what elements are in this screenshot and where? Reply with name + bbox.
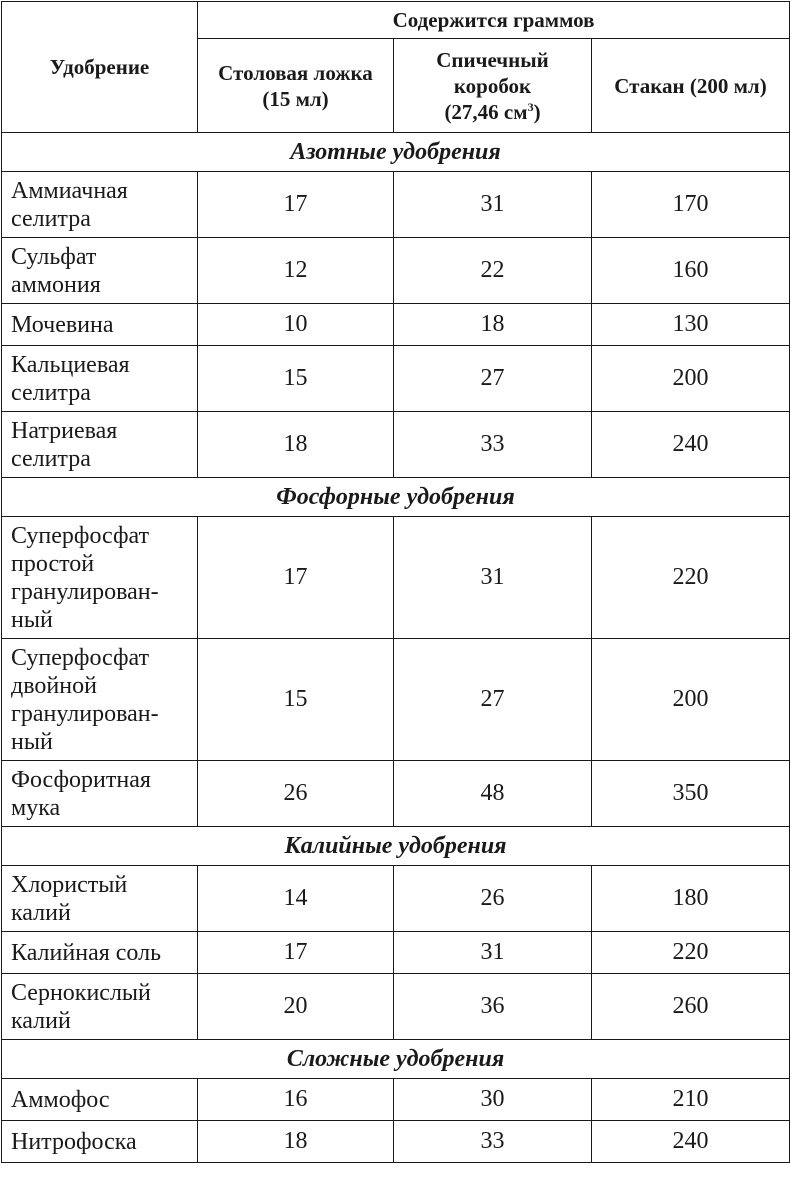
header-spoon: Столовая ложка (15 мл) [198, 39, 394, 133]
value-spoon: 17 [198, 932, 394, 974]
fertilizer-name-line: ный [11, 728, 53, 755]
fertilizer-name-line: Аммиачная [11, 177, 128, 204]
fertilizer-name [2, 1121, 198, 1163]
fertilizer-name-line: аммония [11, 271, 101, 298]
value-box: 26 [394, 866, 592, 932]
fertilizer-name-line: Мочевина [11, 311, 114, 338]
fertilizer-name-line: калий [11, 1007, 71, 1034]
value-spoon: 14 [198, 866, 394, 932]
value-box: 31 [394, 932, 592, 974]
fertilizer-name-line: Кальциевая [11, 351, 130, 378]
value-glass: 170 [592, 172, 790, 238]
table-row [2, 639, 790, 761]
fertilizer-name [2, 639, 198, 761]
value-glass: 210 [592, 1079, 790, 1121]
header-fertilizer: Удобрение [2, 2, 198, 133]
fertilizer-name [2, 932, 198, 974]
value-glass: 350 [592, 761, 790, 827]
fertilizer-name-line: двойной [11, 672, 97, 699]
header-contains-grams: Содержится граммов [198, 2, 790, 39]
value-spoon: 26 [198, 761, 394, 827]
section-title: Фосфорные удобрения [2, 478, 790, 517]
value-box: 36 [394, 974, 592, 1040]
fertilizer-name [2, 517, 198, 639]
section-title: Калийные удобрения [2, 827, 790, 866]
fertilizer-name-line: Сульфат [11, 243, 97, 270]
table-row [2, 1079, 790, 1121]
value-glass: 160 [592, 238, 790, 304]
table-header [2, 2, 790, 133]
fertilizer-name-line: Хлористый [11, 871, 128, 898]
value-glass: 240 [592, 412, 790, 478]
value-spoon: 20 [198, 974, 394, 1040]
table-row [2, 412, 790, 478]
section-row [2, 478, 790, 517]
value-spoon: 15 [198, 346, 394, 412]
table-row [2, 517, 790, 639]
fertilizer-name-line: простой [11, 550, 95, 577]
value-spoon: 17 [198, 172, 394, 238]
fertilizer-name-line: калий [11, 899, 71, 926]
value-box: 33 [394, 412, 592, 478]
value-spoon: 17 [198, 517, 394, 639]
value-box: 27 [394, 639, 592, 761]
header-glass: Стакан (200 мл) [592, 39, 790, 133]
table-row [2, 974, 790, 1040]
value-spoon: 12 [198, 238, 394, 304]
value-glass: 130 [592, 304, 790, 346]
value-spoon: 10 [198, 304, 394, 346]
table-row [2, 346, 790, 412]
value-glass: 240 [592, 1121, 790, 1163]
value-glass: 220 [592, 932, 790, 974]
fertilizer-name-line: селитра [11, 445, 91, 472]
fertilizer-name [2, 761, 198, 827]
fertilizer-name [2, 974, 198, 1040]
section-row [2, 827, 790, 866]
table-row [2, 932, 790, 974]
fertilizer-name-line: гранулирован- [11, 700, 159, 727]
value-glass: 200 [592, 639, 790, 761]
fertilizer-name [2, 304, 198, 346]
header-matchbox: Спичечный коробок (27,46 $см^3$) [394, 39, 592, 133]
fertilizer-name-line: Суперфосфат [11, 522, 150, 549]
value-box: 30 [394, 1079, 592, 1121]
value-box: 27 [394, 346, 592, 412]
table-row [2, 238, 790, 304]
value-glass: 260 [592, 974, 790, 1040]
section-title: Сложные удобрения [2, 1040, 790, 1079]
table-row [2, 1121, 790, 1163]
value-glass: 200 [592, 346, 790, 412]
table-row [2, 304, 790, 346]
value-spoon: 18 [198, 412, 394, 478]
fertilizer-name-line: мука [11, 794, 61, 821]
table-body [2, 133, 790, 1163]
value-spoon: 15 [198, 639, 394, 761]
fertilizer-name [2, 1079, 198, 1121]
fertilizer-name-line: ный [11, 606, 53, 633]
fertilizer-name [2, 172, 198, 238]
table-row [2, 172, 790, 238]
fertilizer-name-line: Натриевая [11, 417, 118, 444]
value-glass: 220 [592, 517, 790, 639]
section-row [2, 1040, 790, 1079]
value-spoon: 18 [198, 1121, 394, 1163]
value-box: 48 [394, 761, 592, 827]
value-glass: 180 [592, 866, 790, 932]
value-box: 31 [394, 172, 592, 238]
fertilizer-name [2, 412, 198, 478]
fertilizer-name-line: Аммофос [11, 1086, 110, 1113]
fertilizer-name [2, 866, 198, 932]
fertilizer-name-line: Сернокислый [11, 979, 151, 1006]
table-row [2, 761, 790, 827]
fertilizer-name-line: селитра [11, 205, 91, 232]
fertilizer-name-line: Фосфоритная [11, 766, 151, 793]
value-spoon: 16 [198, 1079, 394, 1121]
section-row [2, 133, 790, 172]
fertilizer-name [2, 346, 198, 412]
fertilizer-name-line: Суперфосфат [11, 644, 150, 671]
fertilizer-table [1, 1, 790, 1163]
value-box: 31 [394, 517, 592, 639]
value-box: 18 [394, 304, 592, 346]
fertilizer-name [2, 238, 198, 304]
fertilizer-name-line: Калийная соль [11, 939, 162, 966]
section-title: Азотные удобрения [2, 133, 790, 172]
fertilizer-name-line: селитра [11, 379, 91, 406]
fertilizer-name-line: Нитрофоска [11, 1128, 137, 1155]
table-row [2, 866, 790, 932]
value-box: 33 [394, 1121, 592, 1163]
fertilizer-name-line: гранулирован- [11, 578, 159, 605]
value-box: 22 [394, 238, 592, 304]
